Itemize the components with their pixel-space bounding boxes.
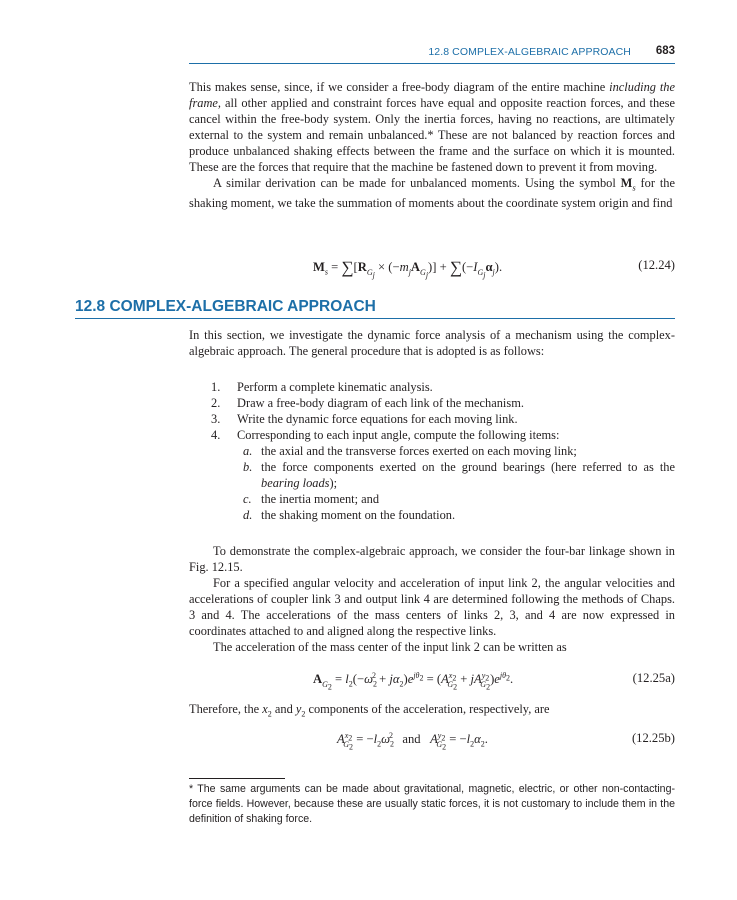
paragraph-shaking-force: This makes sense, since, if we consider a free-body diagram of the entire machine including the frame, all other applied and constraint forces have equal and opposite reaction forces, and these cancel within the free-body system. Only the inertia forces, having no reactions, are ultimately external to the system and remain unbalanced.* These are not balanced by reaction forces and produce unbalanced shaking effects between the frame and the surface on which it is mounted. These are the forces that require that the machine be fastened down to prevent it from moving. <box>189 80 675 174</box>
sub-list <box>237 443 675 523</box>
equation-number: (12.24) <box>638 258 675 272</box>
header-section-title: 12.8 COMPLEX-ALGEBRAIC APPROACH <box>428 46 631 58</box>
equation-12-25a <box>189 671 675 691</box>
sub-list-item: b. the force components exerted on the ground bearings (here referred to as the bearing loads); <box>243 460 675 490</box>
paragraph-accelerations: For a specified angular velocity and acceleration of input link 2, the angular velocities and accelerations of coupler link 3 and output link 4 are determined following the methods of Chaps. 3 and 4. The accelerations of the mass centers of links 2, 3, and 4 are now expressed in coordinates attached to and aligned along the respective links. <box>189 576 675 638</box>
paragraph-demonstrate: To demonstrate the complex-algebraic approach, we consider the four-bar linkage shown in Fig. 12.15. <box>189 544 675 574</box>
page-number: 683 <box>655 45 675 57</box>
intro-text <box>189 79 675 211</box>
header-rule <box>189 63 675 64</box>
paragraph-mass-center: The acceleration of the mass center of the input link 2 can be written as <box>213 640 567 654</box>
list-item: 1. Perform a complete kinematic analysis. <box>211 380 433 394</box>
equation-number: (12.25a) <box>632 671 675 685</box>
sub-list-item: c. the inertia moment; and <box>243 492 380 506</box>
section-heading: 12.8 COMPLEX-ALGEBRAIC APPROACH <box>75 298 376 315</box>
emphasis-bearing-loads: bearing loads <box>261 476 330 490</box>
body-text <box>189 543 675 655</box>
equation-12-25a-body: $A_{G_2} = l_2(-\omega_2^2 + j\alpha_2)e^{j\theta_2} = (A^{x_2}_{G_2} + jA^{y_2}_{G_2})e^{j\theta_2}$. <box>313 671 514 692</box>
paragraph-shaking-moment: A similar derivation can be made for unbalanced moments. Using the symbol $M_s$ for the shaking moment, we take the summation of moments about the coordinate system origin and find <box>189 176 675 211</box>
footnote: * The same arguments can be made about gravitational, magnetic, electric, or other non-contacting-force fields. However, because these are usually static forces, it is not customary to include them in the definition of shaking force. <box>189 783 675 825</box>
equation-12-25b-body: $A^{x_2}_{G_2} = -l_2\omega_2^2$ and $A^{y_2}_{G_2} = -l_2\alpha_2$. <box>337 731 488 752</box>
list-item: 2. Draw a free-body diagram of each link of the mechanism. <box>211 396 524 410</box>
equation-number: (12.25b) <box>631 731 675 745</box>
equation-12-24 <box>189 258 675 278</box>
equation-12-24-body: $M_s = \sum[R_{G_j} \times (-m_jA_{G_j})] + \sum(-I_{G_j}\alpha_j)$. <box>313 258 503 280</box>
emphasis-including-frame: including the frame, <box>189 80 675 110</box>
sub-list-item: d. the shaking moment on the foundation. <box>243 508 456 522</box>
equation-12-25b <box>189 731 675 751</box>
procedure-list <box>211 379 675 523</box>
sub-list-item: a. the axial and the transverse forces exerted on each moving link; <box>243 444 577 458</box>
section-rule <box>75 318 675 319</box>
components-text: Therefore, the $x_2$ and $y_2$ components of the acceleration, respectively, are <box>189 702 550 719</box>
footnote-rule <box>189 778 285 779</box>
section-intro: In this section, we investigate the dynamic force analysis of a mechanism using the complex-algebraic approach. The general procedure that is adopted is as follows: <box>189 328 675 358</box>
list-item: 3. Write the dynamic force equations for each moving link. <box>211 412 518 426</box>
list-item: 4. Corresponding to each input angle, compute the following items: a. the axial and the transverse forces exerted on each moving link; b. the force components exerted on the ground bearings (here referred to as the bearing loads); c. the inertia moment; and d. the shaking moment on the foundation. <box>211 428 675 522</box>
running-header <box>189 44 675 60</box>
